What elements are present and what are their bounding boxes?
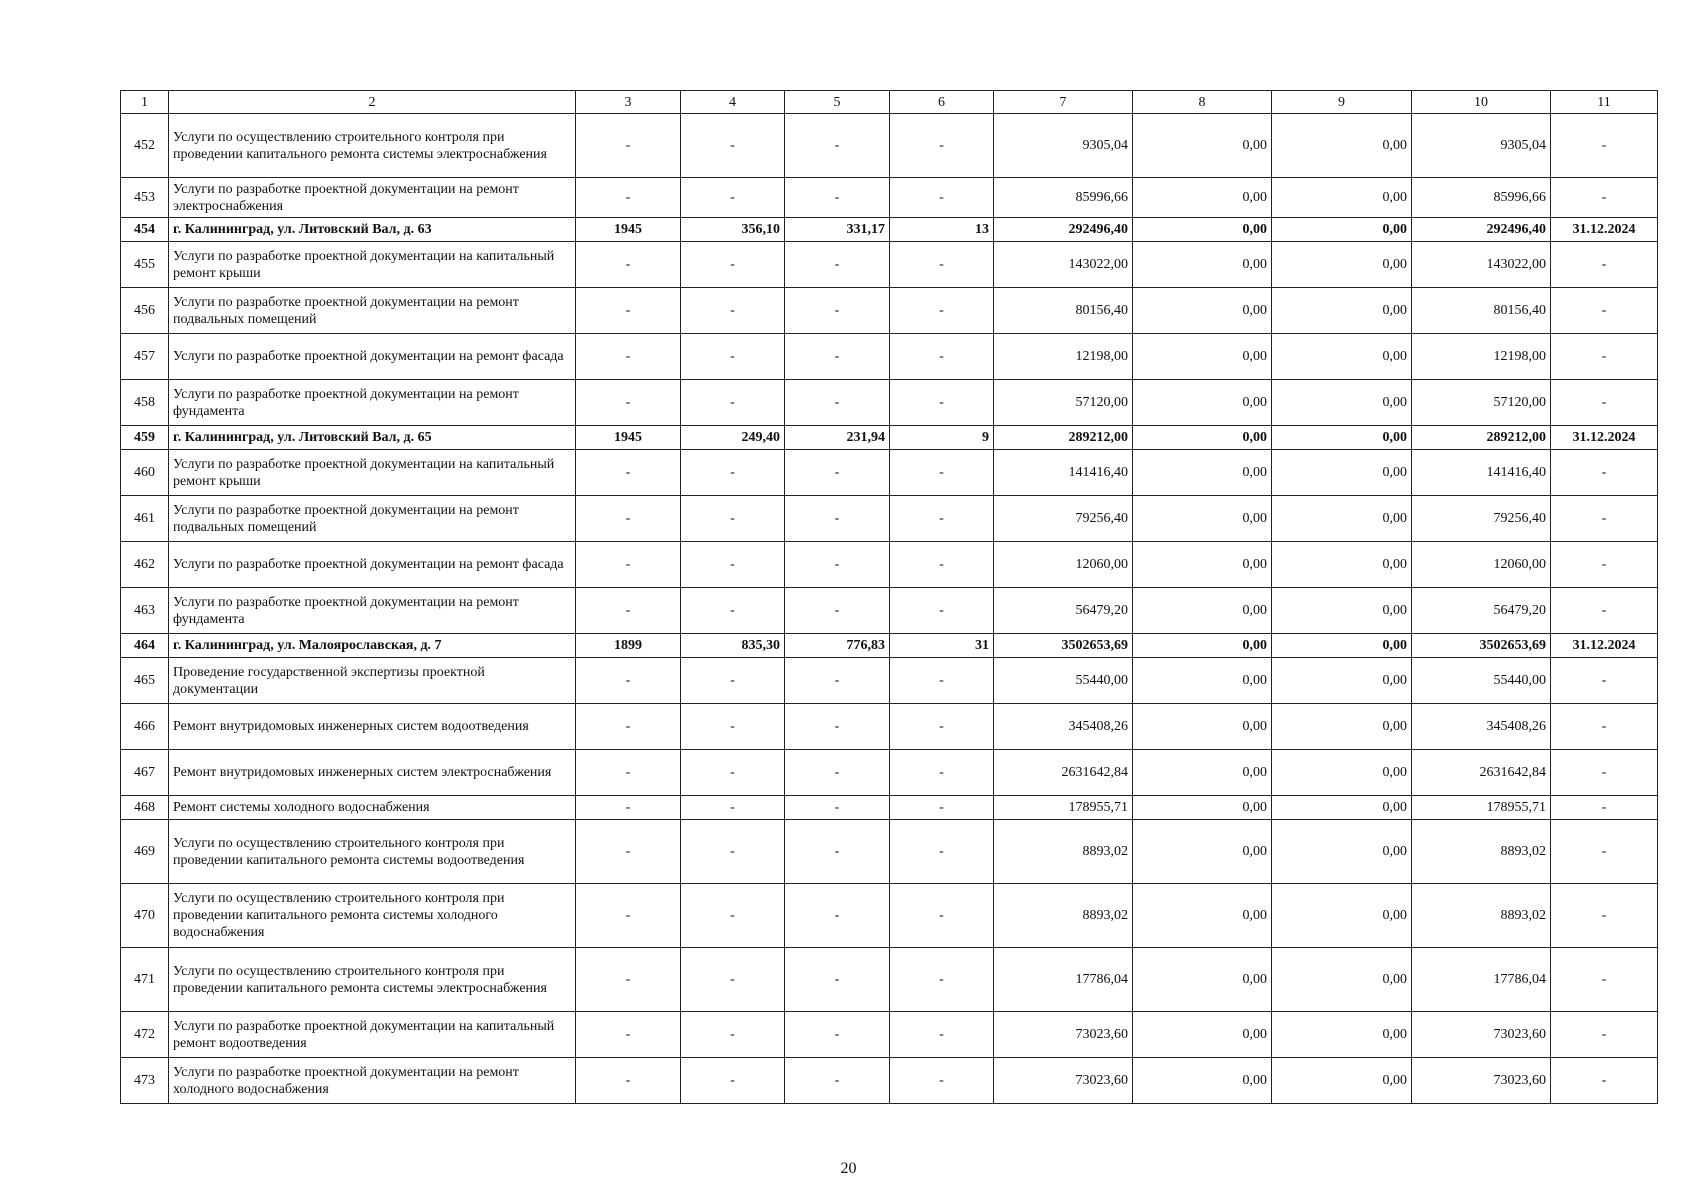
col7-amount-cell: 85996,66: [994, 178, 1133, 218]
work-name-cell: Услуги по осуществлению строительного контроля при проведении капитального ремонта системы электроснабжения: [169, 948, 576, 1012]
work-name-cell: Услуги по разработке проектной документации на ремонт подвальных помещений: [169, 288, 576, 334]
deadline-cell: 31.12.2024: [1551, 634, 1658, 658]
col6-cell: -: [890, 704, 994, 750]
col8-amount-cell: 0,00: [1133, 218, 1272, 242]
col10-amount-cell: 80156,40: [1412, 288, 1551, 334]
col4-cell: -: [681, 588, 785, 634]
table-row: [121, 1058, 1658, 1104]
work-name-cell: Услуги по разработке проектной документации на капитальный ремонт водоотведения: [169, 1012, 576, 1058]
col8-amount-cell: 0,00: [1133, 704, 1272, 750]
column-number-2: 2: [169, 91, 576, 114]
col5-cell: -: [785, 114, 890, 178]
header-row: [121, 91, 1658, 114]
work-name-cell: г. Калининград, ул. Литовский Вал, д. 63: [169, 218, 576, 242]
col7-amount-cell: 292496,40: [994, 218, 1133, 242]
col4-cell: -: [681, 1012, 785, 1058]
deadline-cell: -: [1551, 658, 1658, 704]
deadline-cell: -: [1551, 820, 1658, 884]
work-name-cell: Ремонт внутридомовых инженерных систем электроснабжения: [169, 750, 576, 796]
col8-amount-cell: 0,00: [1133, 750, 1272, 796]
col3-cell: 1899: [576, 634, 681, 658]
col6-cell: 9: [890, 426, 994, 450]
col5-cell: -: [785, 704, 890, 750]
column-number-3: 3: [576, 91, 681, 114]
deadline-cell: -: [1551, 704, 1658, 750]
col7-amount-cell: 3502653,69: [994, 634, 1133, 658]
column-number-10: 10: [1412, 91, 1551, 114]
col3-cell: -: [576, 820, 681, 884]
col3-cell: 1945: [576, 218, 681, 242]
deadline-cell: 31.12.2024: [1551, 426, 1658, 450]
col10-amount-cell: 73023,60: [1412, 1058, 1551, 1104]
col8-amount-cell: 0,00: [1133, 114, 1272, 178]
col3-cell: -: [576, 114, 681, 178]
col8-amount-cell: 0,00: [1133, 178, 1272, 218]
table-body: [121, 91, 1658, 1104]
col8-amount-cell: 0,00: [1133, 796, 1272, 820]
col7-amount-cell: 2631642,84: [994, 750, 1133, 796]
col5-cell: -: [785, 178, 890, 218]
col7-amount-cell: 289212,00: [994, 426, 1133, 450]
deadline-cell: -: [1551, 1058, 1658, 1104]
table-row: [121, 380, 1658, 426]
col8-amount-cell: 0,00: [1133, 380, 1272, 426]
col9-amount-cell: 0,00: [1272, 796, 1412, 820]
col5-cell: 231,94: [785, 426, 890, 450]
col10-amount-cell: 56479,20: [1412, 588, 1551, 634]
deadline-cell: -: [1551, 242, 1658, 288]
col9-amount-cell: 0,00: [1272, 380, 1412, 426]
column-number-9: 9: [1272, 91, 1412, 114]
table-row: [121, 796, 1658, 820]
col9-amount-cell: 0,00: [1272, 1058, 1412, 1104]
deadline-cell: -: [1551, 114, 1658, 178]
deadline-cell: -: [1551, 178, 1658, 218]
row-number-cell: 468: [121, 796, 169, 820]
table-row: [121, 450, 1658, 496]
col8-amount-cell: 0,00: [1133, 634, 1272, 658]
col9-amount-cell: 0,00: [1272, 1012, 1412, 1058]
row-number-cell: 466: [121, 704, 169, 750]
table-row: [121, 820, 1658, 884]
col6-cell: -: [890, 334, 994, 380]
work-name-cell: Услуги по разработке проектной документации на ремонт фундамента: [169, 380, 576, 426]
column-number-5: 5: [785, 91, 890, 114]
col9-amount-cell: 0,00: [1272, 218, 1412, 242]
col8-amount-cell: 0,00: [1133, 820, 1272, 884]
col8-amount-cell: 0,00: [1133, 948, 1272, 1012]
col3-cell: -: [576, 178, 681, 218]
table-row: [121, 242, 1658, 288]
col10-amount-cell: 2631642,84: [1412, 750, 1551, 796]
col4-cell: 356,10: [681, 218, 785, 242]
col3-cell: -: [576, 288, 681, 334]
col10-amount-cell: 12198,00: [1412, 334, 1551, 380]
col10-amount-cell: 57120,00: [1412, 380, 1551, 426]
col10-amount-cell: 143022,00: [1412, 242, 1551, 288]
work-name-cell: г. Калининград, ул. Литовский Вал, д. 65: [169, 426, 576, 450]
work-name-cell: Услуги по разработке проектной документации на ремонт фасада: [169, 334, 576, 380]
col6-cell: -: [890, 380, 994, 426]
table-row: [121, 496, 1658, 542]
col7-amount-cell: 143022,00: [994, 242, 1133, 288]
row-number-cell: 458: [121, 380, 169, 426]
table-row: [121, 588, 1658, 634]
column-number-8: 8: [1133, 91, 1272, 114]
col10-amount-cell: 17786,04: [1412, 948, 1551, 1012]
col6-cell: -: [890, 588, 994, 634]
col8-amount-cell: 0,00: [1133, 1012, 1272, 1058]
col5-cell: -: [785, 1012, 890, 1058]
col10-amount-cell: 292496,40: [1412, 218, 1551, 242]
col3-cell: -: [576, 450, 681, 496]
col9-amount-cell: 0,00: [1272, 426, 1412, 450]
col3-cell: -: [576, 242, 681, 288]
col5-cell: -: [785, 750, 890, 796]
col3-cell: -: [576, 1012, 681, 1058]
repair-program-table: [120, 90, 1658, 1104]
table-row: [121, 884, 1658, 948]
deadline-cell: -: [1551, 542, 1658, 588]
col7-amount-cell: 55440,00: [994, 658, 1133, 704]
col10-amount-cell: 79256,40: [1412, 496, 1551, 542]
work-name-cell: Услуги по осуществлению строительного контроля при проведении капитального ремонта системы электроснабжения: [169, 114, 576, 178]
table-row: [121, 334, 1658, 380]
col3-cell: -: [576, 496, 681, 542]
col3-cell: -: [576, 380, 681, 426]
col10-amount-cell: 3502653,69: [1412, 634, 1551, 658]
table-row: [121, 1012, 1658, 1058]
col9-amount-cell: 0,00: [1272, 820, 1412, 884]
table-row: [121, 288, 1658, 334]
deadline-cell: 31.12.2024: [1551, 218, 1658, 242]
col4-cell: -: [681, 884, 785, 948]
col4-cell: -: [681, 178, 785, 218]
col6-cell: -: [890, 1012, 994, 1058]
col4-cell: 249,40: [681, 426, 785, 450]
row-number-cell: 463: [121, 588, 169, 634]
col4-cell: -: [681, 380, 785, 426]
col4-cell: -: [681, 542, 785, 588]
col5-cell: -: [785, 380, 890, 426]
table-row: [121, 750, 1658, 796]
col5-cell: 331,17: [785, 218, 890, 242]
col7-amount-cell: 56479,20: [994, 588, 1133, 634]
row-number-cell: 471: [121, 948, 169, 1012]
col6-cell: -: [890, 884, 994, 948]
row-number-cell: 456: [121, 288, 169, 334]
work-name-cell: г. Калининград, ул. Малоярославская, д. 7: [169, 634, 576, 658]
col4-cell: -: [681, 334, 785, 380]
col9-amount-cell: 0,00: [1272, 750, 1412, 796]
col7-amount-cell: 12060,00: [994, 542, 1133, 588]
col7-amount-cell: 57120,00: [994, 380, 1133, 426]
deadline-cell: -: [1551, 496, 1658, 542]
col4-cell: -: [681, 450, 785, 496]
col7-amount-cell: 17786,04: [994, 948, 1133, 1012]
col6-cell: -: [890, 542, 994, 588]
col8-amount-cell: 0,00: [1133, 1058, 1272, 1104]
col4-cell: -: [681, 288, 785, 334]
deadline-cell: -: [1551, 588, 1658, 634]
row-number-cell: 465: [121, 658, 169, 704]
col8-amount-cell: 0,00: [1133, 426, 1272, 450]
row-number-cell: 460: [121, 450, 169, 496]
col4-cell: -: [681, 820, 785, 884]
row-number-cell: 467: [121, 750, 169, 796]
column-number-1: 1: [121, 91, 169, 114]
address-row: [121, 426, 1658, 450]
row-number-cell: 464: [121, 634, 169, 658]
col4-cell: -: [681, 496, 785, 542]
work-name-cell: Услуги по осуществлению строительного контроля при проведении капитального ремонта системы водоотведения: [169, 820, 576, 884]
col10-amount-cell: 178955,71: [1412, 796, 1551, 820]
col3-cell: -: [576, 658, 681, 704]
col6-cell: -: [890, 1058, 994, 1104]
col6-cell: -: [890, 750, 994, 796]
row-number-cell: 472: [121, 1012, 169, 1058]
col5-cell: -: [785, 588, 890, 634]
col9-amount-cell: 0,00: [1272, 542, 1412, 588]
deadline-cell: -: [1551, 450, 1658, 496]
col9-amount-cell: 0,00: [1272, 704, 1412, 750]
col6-cell: -: [890, 496, 994, 542]
work-name-cell: Ремонт внутридомовых инженерных систем водоотведения: [169, 704, 576, 750]
col5-cell: -: [785, 1058, 890, 1104]
col5-cell: -: [785, 496, 890, 542]
col8-amount-cell: 0,00: [1133, 542, 1272, 588]
col3-cell: -: [576, 334, 681, 380]
col9-amount-cell: 0,00: [1272, 288, 1412, 334]
col6-cell: -: [890, 242, 994, 288]
col10-amount-cell: 289212,00: [1412, 426, 1551, 450]
work-name-cell: Ремонт системы холодного водоснабжения: [169, 796, 576, 820]
col10-amount-cell: 141416,40: [1412, 450, 1551, 496]
deadline-cell: -: [1551, 1012, 1658, 1058]
col10-amount-cell: 8893,02: [1412, 884, 1551, 948]
col10-amount-cell: 73023,60: [1412, 1012, 1551, 1058]
col7-amount-cell: 8893,02: [994, 884, 1133, 948]
work-name-cell: Услуги по разработке проектной документации на капитальный ремонт крыши: [169, 242, 576, 288]
col4-cell: -: [681, 1058, 785, 1104]
col3-cell: -: [576, 704, 681, 750]
col9-amount-cell: 0,00: [1272, 588, 1412, 634]
col10-amount-cell: 85996,66: [1412, 178, 1551, 218]
col5-cell: -: [785, 884, 890, 948]
col10-amount-cell: 345408,26: [1412, 704, 1551, 750]
col5-cell: 776,83: [785, 634, 890, 658]
col9-amount-cell: 0,00: [1272, 450, 1412, 496]
col9-amount-cell: 0,00: [1272, 114, 1412, 178]
col10-amount-cell: 12060,00: [1412, 542, 1551, 588]
deadline-cell: -: [1551, 948, 1658, 1012]
col7-amount-cell: 12198,00: [994, 334, 1133, 380]
col8-amount-cell: 0,00: [1133, 242, 1272, 288]
row-number-cell: 462: [121, 542, 169, 588]
col3-cell: -: [576, 542, 681, 588]
deadline-cell: -: [1551, 334, 1658, 380]
col3-cell: -: [576, 948, 681, 1012]
table-row: [121, 948, 1658, 1012]
col9-amount-cell: 0,00: [1272, 658, 1412, 704]
row-number-cell: 473: [121, 1058, 169, 1104]
col6-cell: -: [890, 114, 994, 178]
col8-amount-cell: 0,00: [1133, 884, 1272, 948]
col4-cell: -: [681, 704, 785, 750]
work-name-cell: Услуги по осуществлению строительного контроля при проведении капитального ремонта системы холодного водоснабжения: [169, 884, 576, 948]
deadline-cell: -: [1551, 288, 1658, 334]
table-row: [121, 114, 1658, 178]
col5-cell: -: [785, 796, 890, 820]
col4-cell: -: [681, 796, 785, 820]
col9-amount-cell: 0,00: [1272, 242, 1412, 288]
deadline-cell: -: [1551, 796, 1658, 820]
col6-cell: 31: [890, 634, 994, 658]
col10-amount-cell: 9305,04: [1412, 114, 1551, 178]
col7-amount-cell: 141416,40: [994, 450, 1133, 496]
row-number-cell: 453: [121, 178, 169, 218]
col9-amount-cell: 0,00: [1272, 496, 1412, 542]
deadline-cell: -: [1551, 884, 1658, 948]
col9-amount-cell: 0,00: [1272, 634, 1412, 658]
table-row: [121, 658, 1658, 704]
col8-amount-cell: 0,00: [1133, 288, 1272, 334]
col3-cell: -: [576, 750, 681, 796]
col6-cell: -: [890, 948, 994, 1012]
work-name-cell: Услуги по разработке проектной документации на ремонт подвальных помещений: [169, 496, 576, 542]
col7-amount-cell: 345408,26: [994, 704, 1133, 750]
col3-cell: -: [576, 1058, 681, 1104]
col4-cell: 835,30: [681, 634, 785, 658]
col4-cell: -: [681, 750, 785, 796]
col8-amount-cell: 0,00: [1133, 496, 1272, 542]
col3-cell: 1945: [576, 426, 681, 450]
col5-cell: -: [785, 820, 890, 884]
col6-cell: -: [890, 820, 994, 884]
col7-amount-cell: 73023,60: [994, 1058, 1133, 1104]
col6-cell: -: [890, 178, 994, 218]
work-name-cell: Услуги по разработке проектной документации на ремонт фасада: [169, 542, 576, 588]
col7-amount-cell: 73023,60: [994, 1012, 1133, 1058]
row-number-cell: 469: [121, 820, 169, 884]
row-number-cell: 457: [121, 334, 169, 380]
col9-amount-cell: 0,00: [1272, 334, 1412, 380]
col5-cell: -: [785, 948, 890, 1012]
work-name-cell: Услуги по разработке проектной документации на ремонт электроснабжения: [169, 178, 576, 218]
col9-amount-cell: 0,00: [1272, 178, 1412, 218]
col4-cell: -: [681, 948, 785, 1012]
col7-amount-cell: 9305,04: [994, 114, 1133, 178]
table-row: [121, 704, 1658, 750]
col3-cell: -: [576, 796, 681, 820]
row-number-cell: 470: [121, 884, 169, 948]
col7-amount-cell: 8893,02: [994, 820, 1133, 884]
col5-cell: -: [785, 542, 890, 588]
col4-cell: -: [681, 658, 785, 704]
work-name-cell: Услуги по разработке проектной документации на ремонт фундамента: [169, 588, 576, 634]
column-number-6: 6: [890, 91, 994, 114]
work-name-cell: Услуги по разработке проектной документации на ремонт холодного водоснабжения: [169, 1058, 576, 1104]
row-number-cell: 461: [121, 496, 169, 542]
column-number-7: 7: [994, 91, 1133, 114]
col6-cell: -: [890, 288, 994, 334]
column-number-11: 11: [1551, 91, 1658, 114]
col7-amount-cell: 79256,40: [994, 496, 1133, 542]
row-number-cell: 455: [121, 242, 169, 288]
work-name-cell: Услуги по разработке проектной документации на капитальный ремонт крыши: [169, 450, 576, 496]
col5-cell: -: [785, 450, 890, 496]
col9-amount-cell: 0,00: [1272, 948, 1412, 1012]
column-number-4: 4: [681, 91, 785, 114]
col6-cell: -: [890, 658, 994, 704]
col8-amount-cell: 0,00: [1133, 334, 1272, 380]
row-number-cell: 459: [121, 426, 169, 450]
deadline-cell: -: [1551, 380, 1658, 426]
address-row: [121, 634, 1658, 658]
deadline-cell: -: [1551, 750, 1658, 796]
col9-amount-cell: 0,00: [1272, 884, 1412, 948]
page-number: 20: [840, 1160, 857, 1177]
col8-amount-cell: 0,00: [1133, 658, 1272, 704]
col7-amount-cell: 178955,71: [994, 796, 1133, 820]
col4-cell: -: [681, 114, 785, 178]
col3-cell: -: [576, 884, 681, 948]
col8-amount-cell: 0,00: [1133, 588, 1272, 634]
col6-cell: 13: [890, 218, 994, 242]
row-number-cell: 454: [121, 218, 169, 242]
col5-cell: -: [785, 658, 890, 704]
table-row: [121, 542, 1658, 588]
col6-cell: -: [890, 796, 994, 820]
col10-amount-cell: 55440,00: [1412, 658, 1551, 704]
col6-cell: -: [890, 450, 994, 496]
col8-amount-cell: 0,00: [1133, 450, 1272, 496]
col5-cell: -: [785, 288, 890, 334]
col7-amount-cell: 80156,40: [994, 288, 1133, 334]
col3-cell: -: [576, 588, 681, 634]
work-name-cell: Проведение государственной экспертизы проектной документации: [169, 658, 576, 704]
col5-cell: -: [785, 334, 890, 380]
col4-cell: -: [681, 242, 785, 288]
address-row: [121, 218, 1658, 242]
col5-cell: -: [785, 242, 890, 288]
row-number-cell: 452: [121, 114, 169, 178]
col10-amount-cell: 8893,02: [1412, 820, 1551, 884]
table-row: [121, 178, 1658, 218]
